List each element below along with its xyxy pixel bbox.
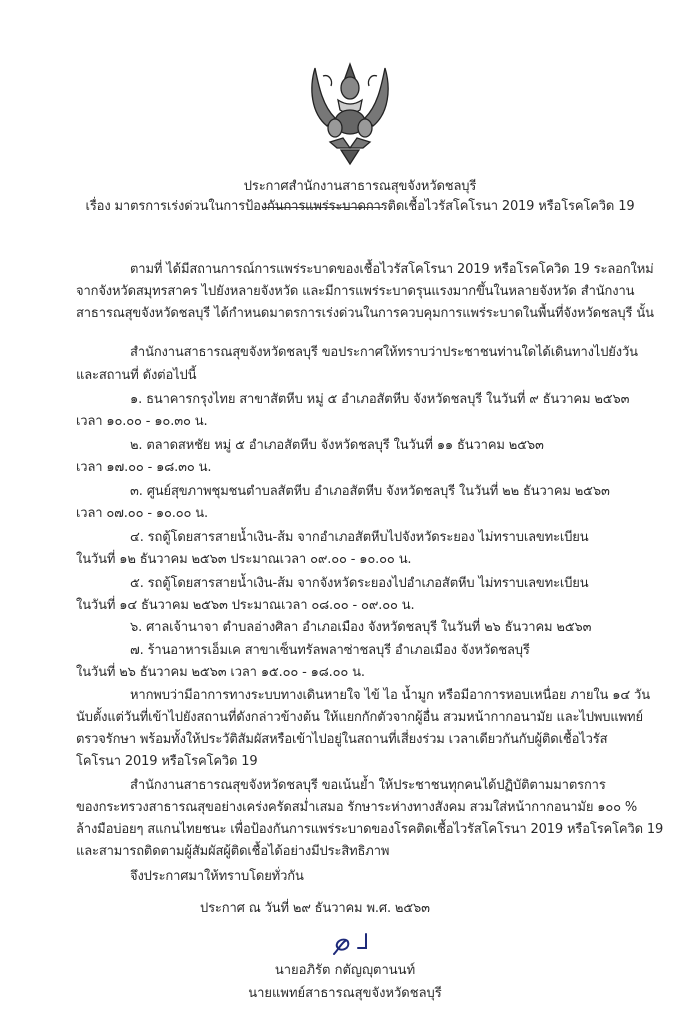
closing-line: จึงประกาศมาให้ทราบโดยทั่วกัน	[130, 869, 304, 884]
place-4: ๔. รถตู้โดยสารสายน้ำเงิน-ส้ม จากอำเภอสัตหีบไปจังหวัดระยอง ไม่ทราบเลขทะเบียน	[130, 530, 589, 545]
announcement-date: ประกาศ ณ วันที่ ๒๙ ธันวาคม พ.ศ. ๒๕๖๓	[200, 901, 430, 916]
paragraph-2-line-1: สำนักงานสาธารณสุขจังหวัดชลบุรี ขอประกาศให้ทราบว่าประชาชนท่านใดได้เดินทางไปยังวัน	[130, 345, 638, 360]
paragraph-4-line-3: ล้างมือบ่อยๆ สแกนไทยชนะ เพื่อป้องกันการแพร่ระบาดของโรคติดเชื้อไวรัสโคโรนา 2019 หรือโรคโควิด 19	[76, 822, 664, 837]
signer-name: นายอภิรัต กตัญญุตานนท์	[274, 963, 416, 978]
title-underline	[262, 207, 383, 208]
paragraph-1-line-2: จากจังหวัดสมุทรสาคร ไปยังหลายจังหวัด และมีการแพร่ระบาดรุนแรงมากขึ้นในหลายจังหวัด สำนักงาน	[76, 284, 635, 299]
place-3-time: เวลา ๐๗.๐๐ - ๑๐.๐๐ น.	[76, 506, 208, 521]
signature-icon	[328, 928, 378, 958]
place-2-time: เวลา ๑๗.๐๐ - ๑๘.๓๐ น.	[76, 460, 212, 475]
place-3: ๓. ศูนย์สุขภาพชุมชนตำบลสัตหีบ อำเภอสัตหีบ จังหวัดชลบุรี ในวันที่ ๒๒ ธันวาคม ๒๕๖๓	[130, 484, 610, 499]
signer-position: นายแพทย์สาธารณสุขจังหวัดชลบุรี	[248, 986, 442, 1001]
place-1: ๑. ธนาคารกรุงไทย สาขาสัตหีบ หมู่ ๕ อำเภอสัตหีบ จังหวัดชลบุรี ในวันที่ ๙ ธันวาคม ๒๕๖๓	[130, 392, 630, 407]
paragraph-3-line-3: ตรวจรักษา พร้อมทั้งให้ประวัติสัมผัสหรือเข้าไปอยู่ในสถานที่เสี่ยงร่วม เวลาเดียวกันกับผู้ติดเชื้อไวรัส	[76, 732, 608, 747]
place-2: ๒. ตลาดสหชัย หมู่ ๕ อำเภอสัตหีบ จังหวัดชลบุรี ในวันที่ ๑๑ ธันวาคม ๒๕๖๓	[130, 438, 544, 453]
announcement-subject: เรื่อง มาตรการเร่งด่วนในการป้องกันการแพร่ระบาดการติดเชื้อไวรัสโคโรนา 2019 หรือโรคโควิด 19	[85, 199, 635, 214]
place-4-time: ในวันที่ ๑๒ ธันวาคม ๒๕๖๓ ประมาณเวลา ๐๙.๐๐ - ๑๐.๐๐ น.	[76, 552, 412, 567]
place-7-time: ในวันที่ ๒๖ ธันวาคม ๒๕๖๓ เวลา ๑๕.๐๐ - ๑๘.๐๐ น.	[76, 665, 365, 680]
paragraph-3-line-1: หากพบว่ามีอาการทางระบบทางเดินหายใจ ไข้ ไอ น้ำมูก หรือมีอาการหอบเหนื่อย ภายใน ๑๔ วัน	[130, 688, 650, 703]
place-5: ๕. รถตู้โดยสารสายน้ำเงิน-ส้ม จากจังหวัดระยองไปอำเภอสัตหีบ ไม่ทราบเลขทะเบียน	[130, 576, 589, 591]
paragraph-4-line-4: และสามารถติดตามผู้สัมผัสผู้ติดเชื้อได้อย่างมีประสิทธิภาพ	[76, 844, 390, 859]
place-1-time: เวลา ๑๐.๐๐ - ๑๐.๓๐ น.	[76, 414, 208, 429]
place-7: ๗. ร้านอาหารเอ็มเค สาขาเซ็นทรัลพลาซ่าชลบุรี อำเภอเมือง จังหวัดชลบุรี	[130, 643, 530, 658]
announcement-title: ประกาศสำนักงานสาธารณสุขจังหวัดชลบุรี	[243, 179, 477, 194]
paragraph-4-line-1: สำนักงานสาธารณสุขจังหวัดชลบุรี ขอเน้นย้ำ ให้ประชาชนทุกคนได้ปฏิบัติตามมาตรการ	[130, 778, 606, 793]
paragraph-2-line-2: และสถานที่ ดังต่อไปนี้	[76, 368, 197, 383]
place-6: ๖. ศาลเจ้านาจา ตำบลอ่างศิลา อำเภอเมือง จังหวัดชลบุรี ในวันที่ ๒๖ ธันวาคม ๒๕๖๓	[130, 620, 592, 635]
place-5-time: ในวันที่ ๑๔ ธันวาคม ๒๕๖๓ ประมาณเวลา ๐๘.๐๐ - ๐๙.๐๐ น.	[76, 598, 415, 613]
garuda-emblem-icon	[305, 58, 395, 168]
paragraph-1-line-1: ตามที่ ได้มีสถานการณ์การแพร่ระบาดของเชื้อไวรัสโคโรนา 2019 หรือโรคโควิด 19 ระลอกใหม่	[130, 262, 654, 277]
paragraph-4-line-2: ของกระทรวงสาธารณสุขอย่างเคร่งครัดสม่ำเสมอ รักษาระห่างทางสังคม สวมใส่หน้ากากอนามัย ๑๐๐ %	[76, 800, 638, 815]
paragraph-3-line-2: นับตั้งแต่วันที่เข้าไปยังสถานที่ดังกล่าวข้างต้น ให้แยกกักตัวจากผู้อื่น สวมหน้ากากอนามัย และไปพบแพทย์	[76, 710, 643, 725]
paragraph-3-line-4: โคโรนา 2019 หรือโรคโควิด 19	[76, 754, 258, 769]
paragraph-1-line-3: สาธารณสุขจังหวัดชลบุรี ได้กำหนดมาตรการเร่งด่วนในการควบคุมการแพร่ระบาดในพื้นที่จังหวัดชลบุรี นั้น	[76, 306, 654, 321]
